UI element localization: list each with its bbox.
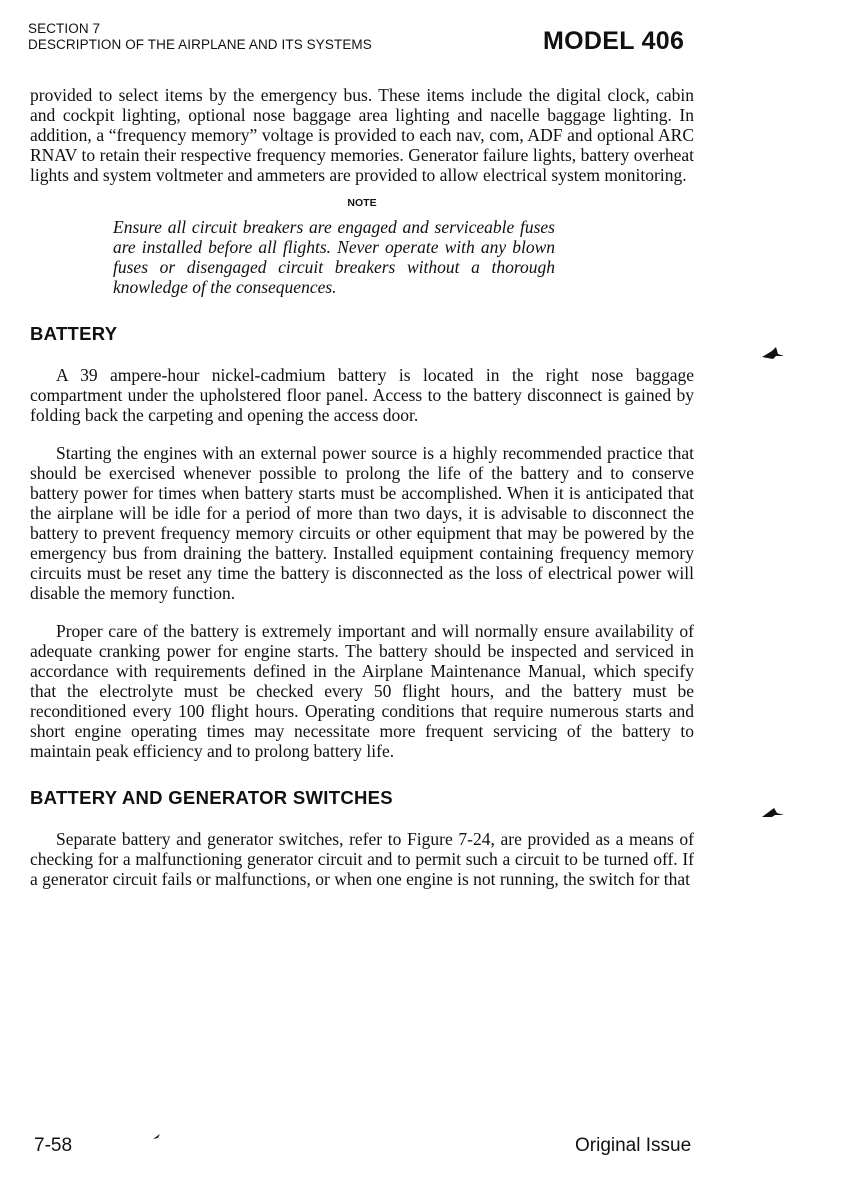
revision-mark-icon [760, 345, 786, 363]
switches-paragraph: Separate battery and generator switches, refer to Figure 7-24, are provided as a means of checking for a malfunctioning generator circuit and to permit such a circuit to be turned off. If a generator circuit fails or malfunctions, or when one engine is not running, the switch for that [30, 829, 694, 889]
page-header-section [28, 21, 372, 53]
section-title: DESCRIPTION OF THE AIRPLANE AND ITS SYSTEMS [28, 37, 372, 52]
issue-label: Original Issue [575, 1135, 692, 1156]
note-text: Ensure all circuit breakers are engaged and serviceable fuses are installed before all flights. Never operate with any blown fuses or disengaged circuit breakers without a thorough knowledge of the consequences. [113, 217, 555, 297]
scan-speck-icon [152, 1133, 162, 1141]
battery-paragraph: Proper care of the battery is extremely important and will normally ensure availability of adequate cranking power for engine starts. The battery should be inspected and serviced in accordance with requirements defined in the Airplane Maintenance Manual, which specify that the electrolyte must be checked every 50 flight hours, and the battery must be reconditioned every 100 flight hours. Operating conditions that require numerous starts and short engine operating times may necessitate more frequent servicing of the battery to maintain peak efficiency and to prolong battery life. [30, 621, 694, 761]
note-title: NOTE [347, 197, 377, 209]
battery-paragraph: A 39 ampere-hour nickel-cadmium battery is located in the right nose baggage compartment under the upholstered floor panel. Access to the battery disconnect is gained by folding back the carpeting and opening the access door. [30, 365, 694, 425]
battery-heading: BATTERY [30, 323, 118, 344]
battery-paragraph: Starting the engines with an external power source is a highly recommended practice that should be exercised whenever possible to prolong the life of the battery and to conserve battery power for times when battery starts must be accomplished. When it is anticipated that the airplane will be idle for a period of more than two days, it is advisable to disconnect the battery to prevent frequency memory circuits or other equipment that may be powered by the emergency bus from draining the battery. Installed equipment containing frequency memory circuits must be reset any time the battery is disconnected as the loss of electrical power will disable the memory function. [30, 443, 694, 603]
model-title: MODEL 406 [543, 27, 685, 55]
page-number: 7-58 [34, 1135, 73, 1156]
switches-heading: BATTERY AND GENERATOR SWITCHES [30, 787, 393, 808]
section-number: SECTION 7 [28, 21, 101, 36]
intro-paragraph: provided to select items by the emergency bus. These items include the digital clock, cabin and cockpit lighting, optional nose baggage area lighting and nacelle baggage lighting. In addition, a “frequency memory” voltage is provided to each nav, com, ADF and optional ARC RNAV to retain their respective frequency memories. Generator failure lights, battery overheat lights and system voltmeter and ammeters are provided to allow electrical system monitoring. [30, 85, 694, 185]
revision-mark-icon [760, 803, 786, 821]
page-body [30, 85, 694, 889]
